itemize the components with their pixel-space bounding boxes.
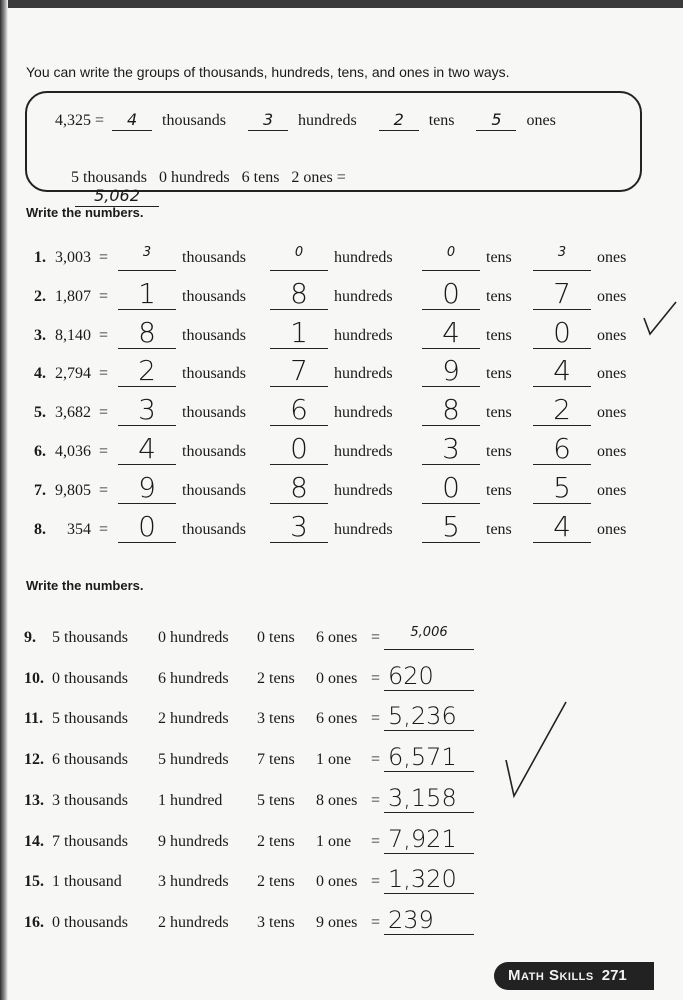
problem-number: 10. (24, 669, 44, 687)
problem-number: 15. (24, 873, 44, 891)
problem-value: 3,682 (55, 404, 91, 422)
problem-row (0, 240, 683, 276)
problem-value: 1,807 (55, 287, 91, 305)
ones-text: 8 ones (316, 791, 358, 809)
example-thousands-word: thousands (162, 112, 227, 129)
tens-answer[interactable]: 4 (422, 318, 480, 349)
equals-sign: = (99, 365, 109, 383)
tens-answer[interactable]: 9 (422, 356, 480, 387)
ones-text: 9 ones (316, 913, 358, 931)
equals-sign: = (371, 629, 381, 646)
footer-title: Math Skills (508, 967, 594, 984)
hundreds-text: 5 hundreds (158, 751, 229, 769)
checkmark-icon (640, 300, 680, 340)
ones-answer[interactable]: 3 (533, 240, 591, 271)
problem-row (0, 395, 683, 431)
ones-label: ones (597, 520, 627, 538)
thousands-text: 5 thousands (52, 710, 128, 728)
problem-number: 5. (34, 404, 46, 422)
ones-text: 0 ones (316, 873, 358, 891)
problem-row (0, 905, 683, 941)
problem-row (0, 509, 683, 548)
thousands-answer[interactable]: 3 (118, 240, 176, 271)
thousands-label: thousands (182, 365, 246, 383)
problem-value: 354 (67, 520, 91, 538)
thousands-answer[interactable]: 1 (118, 279, 176, 310)
tens-answer[interactable]: 0 (422, 279, 480, 310)
tens-text: 3 tens (257, 913, 295, 931)
hundreds-answer[interactable]: 6 (270, 395, 328, 426)
thousands-text: 5 thousands (52, 629, 128, 646)
problem-number: 2. (34, 287, 46, 305)
hundreds-answer[interactable]: 1 (270, 318, 328, 349)
equals-sign: = (371, 913, 381, 931)
example-line2: 5 thousands 0 hundreds 6 tens 2 ones = (71, 169, 346, 186)
problem-number: 1. (34, 249, 46, 266)
thousands-label: thousands (182, 404, 246, 422)
hundreds-label: hundreds (334, 365, 393, 383)
ones-answer[interactable]: 4 (533, 356, 591, 387)
problem-row (0, 864, 683, 900)
number-answer[interactable]: 5,236 (384, 701, 474, 731)
ones-answer[interactable]: 0 (533, 318, 591, 349)
thousands-answer[interactable]: 4 (118, 434, 176, 465)
thousands-answer[interactable]: 3 (118, 395, 176, 426)
tens-text: 0 tens (257, 629, 295, 646)
tens-label: tens (486, 365, 512, 383)
ones-text: 0 ones (316, 669, 358, 687)
ones-label: ones (597, 404, 627, 422)
hundreds-answer[interactable]: 0 (270, 434, 328, 465)
tens-answer[interactable]: 5 (422, 512, 480, 543)
thousands-text: 3 thousands (52, 791, 128, 809)
section1-title: Write the numbers. (26, 205, 144, 220)
tens-text: 3 tens (257, 710, 295, 728)
equals-sign: = (99, 520, 109, 538)
equals-sign: = (99, 443, 109, 460)
number-answer[interactable]: 5,006 (384, 620, 474, 650)
tens-answer[interactable]: 8 (422, 395, 480, 426)
thousands-label: thousands (182, 326, 246, 344)
tens-text: 7 tens (257, 751, 295, 769)
ones-label: ones (597, 443, 627, 460)
thousands-text: 6 thousands (52, 751, 128, 769)
equals-sign: = (99, 481, 109, 499)
problem-value: 4,036 (55, 443, 91, 460)
hundreds-answer[interactable]: 7 (270, 356, 328, 387)
hundreds-label: hundreds (334, 443, 393, 460)
problem-value: 2,794 (55, 365, 91, 383)
example-tens-word: tens (428, 112, 455, 129)
problem-number: 11. (24, 710, 44, 728)
problem-row (0, 276, 683, 315)
tens-answer[interactable]: 0 (422, 240, 480, 271)
page-top-edge (0, 0, 683, 8)
equals-sign: = (371, 669, 381, 687)
problem-number: 3. (34, 326, 46, 344)
hundreds-text: 1 hundred (158, 791, 223, 809)
hundreds-label: hundreds (334, 326, 393, 344)
problem-row (0, 470, 683, 509)
number-answer[interactable]: 239 (384, 905, 474, 935)
ones-answer[interactable]: 6 (533, 434, 591, 465)
hundreds-text: 9 hundreds (158, 832, 229, 850)
problem-number: 13. (24, 791, 44, 809)
problem-row (0, 661, 683, 697)
thousands-label: thousands (182, 249, 246, 266)
equals-sign: = (371, 873, 381, 891)
number-answer[interactable]: 6,571 (384, 742, 474, 772)
example-hundreds-blank: 3 (248, 111, 288, 131)
tens-text: 5 tens (257, 791, 295, 809)
equals-sign: = (371, 832, 381, 850)
tens-text: 2 tens (257, 873, 295, 891)
hundreds-label: hundreds (334, 481, 393, 499)
hundreds-label: hundreds (334, 249, 393, 266)
example-row-1 (55, 111, 556, 131)
thousands-text: 1 thousand (52, 873, 122, 891)
problem-number: 8. (34, 520, 46, 538)
number-answer[interactable]: 1,320 (384, 864, 474, 894)
ones-label: ones (597, 365, 627, 383)
ones-text: 1 one (316, 751, 352, 769)
hundreds-text: 3 hundreds (158, 873, 229, 891)
problem-number: 7. (34, 481, 46, 499)
example-thousands-blank: 4 (112, 111, 152, 131)
thousands-label: thousands (182, 287, 246, 305)
hundreds-answer[interactable]: 8 (270, 279, 328, 310)
hundreds-label: hundreds (334, 520, 393, 538)
example-line2-blank: 5,062 (75, 187, 159, 207)
thousands-answer[interactable]: 8 (118, 318, 176, 349)
tens-answer[interactable]: 3 (422, 434, 480, 465)
problem-value: 9,805 (55, 481, 91, 499)
equals-sign: = (99, 249, 109, 266)
thousands-answer[interactable]: 0 (118, 512, 176, 543)
ones-label: ones (597, 481, 627, 499)
problem-row (0, 315, 683, 354)
problem-value: 8,140 (55, 326, 91, 344)
problem-value: 3,003 (55, 249, 91, 266)
hundreds-text: 2 hundreds (158, 710, 229, 728)
ones-label: ones (597, 326, 627, 344)
problem-number: 9. (24, 629, 36, 646)
example-tens-blank: 2 (379, 111, 419, 131)
problem-row (0, 783, 683, 819)
problem-row (0, 701, 683, 737)
ones-label: ones (597, 249, 627, 266)
problem-number: 16. (24, 913, 44, 931)
tens-label: tens (486, 249, 512, 266)
example-ones-blank: 5 (476, 111, 516, 131)
ones-text: 1 one (316, 832, 352, 850)
hundreds-answer[interactable]: 3 (270, 512, 328, 543)
example-hundreds-word: hundreds (298, 112, 357, 129)
thousands-text: 0 thousands (52, 913, 128, 931)
equals-sign: = (99, 287, 109, 305)
problem-row (0, 434, 683, 470)
thousands-answer[interactable]: 2 (118, 356, 176, 387)
problem-number: 14. (24, 832, 44, 850)
tens-text: 2 tens (257, 832, 295, 850)
thousands-label: thousands (182, 481, 246, 499)
tens-label: tens (486, 443, 512, 460)
problem-row (0, 620, 683, 656)
example-number: 4,325 = (55, 112, 105, 129)
intro-text: You can write the groups of thousands, hundreds, tens, and ones in two ways. (26, 64, 510, 80)
footer-badge (494, 962, 654, 990)
page-number: 271 (601, 967, 627, 984)
ones-answer[interactable]: 7 (533, 279, 591, 310)
thousands-text: 7 thousands (52, 832, 128, 850)
ones-answer[interactable]: 2 (533, 395, 591, 426)
equals-sign: = (99, 404, 109, 422)
tens-answer[interactable]: 0 (422, 473, 480, 504)
thousands-text: 0 thousands (52, 669, 128, 687)
problem-number: 12. (24, 751, 44, 769)
tens-label: tens (486, 481, 512, 499)
checkmark-icon (500, 700, 570, 800)
thousands-answer[interactable]: 9 (118, 473, 176, 504)
hundreds-answer[interactable]: 8 (270, 473, 328, 504)
ones-label: ones (597, 287, 627, 305)
hundreds-text: 0 hundreds (158, 629, 229, 646)
example-box (25, 91, 642, 205)
equals-sign: = (371, 791, 381, 809)
tens-label: tens (486, 326, 512, 344)
ones-text: 6 ones (316, 629, 358, 646)
problem-number: 6. (34, 443, 46, 460)
hundreds-answer[interactable]: 0 (270, 240, 328, 271)
equals-sign: = (371, 710, 381, 728)
hundreds-text: 2 hundreds (158, 913, 229, 931)
tens-label: tens (486, 520, 512, 538)
hundreds-label: hundreds (334, 404, 393, 422)
number-answer[interactable]: 3,158 (384, 783, 474, 813)
problem-row (0, 356, 683, 392)
problem-row (0, 742, 683, 778)
tens-label: tens (486, 404, 512, 422)
hundreds-text: 6 hundreds (158, 669, 229, 687)
problem-row (0, 824, 683, 860)
number-answer[interactable]: 620 (384, 661, 474, 691)
equals-sign: = (371, 751, 381, 769)
equals-sign: = (99, 326, 109, 344)
tens-label: tens (486, 287, 512, 305)
example-ones-word: ones (526, 112, 556, 129)
hundreds-label: hundreds (334, 287, 393, 305)
thousands-label: thousands (182, 443, 246, 460)
problem-number: 4. (34, 365, 46, 383)
section2-title: Write the numbers. (26, 578, 144, 593)
thousands-label: thousands (182, 520, 246, 538)
ones-text: 6 ones (316, 710, 358, 728)
number-answer[interactable]: 7,921 (384, 824, 474, 854)
ones-answer[interactable]: 5 (533, 473, 591, 504)
tens-text: 2 tens (257, 669, 295, 687)
ones-answer[interactable]: 4 (533, 512, 591, 543)
